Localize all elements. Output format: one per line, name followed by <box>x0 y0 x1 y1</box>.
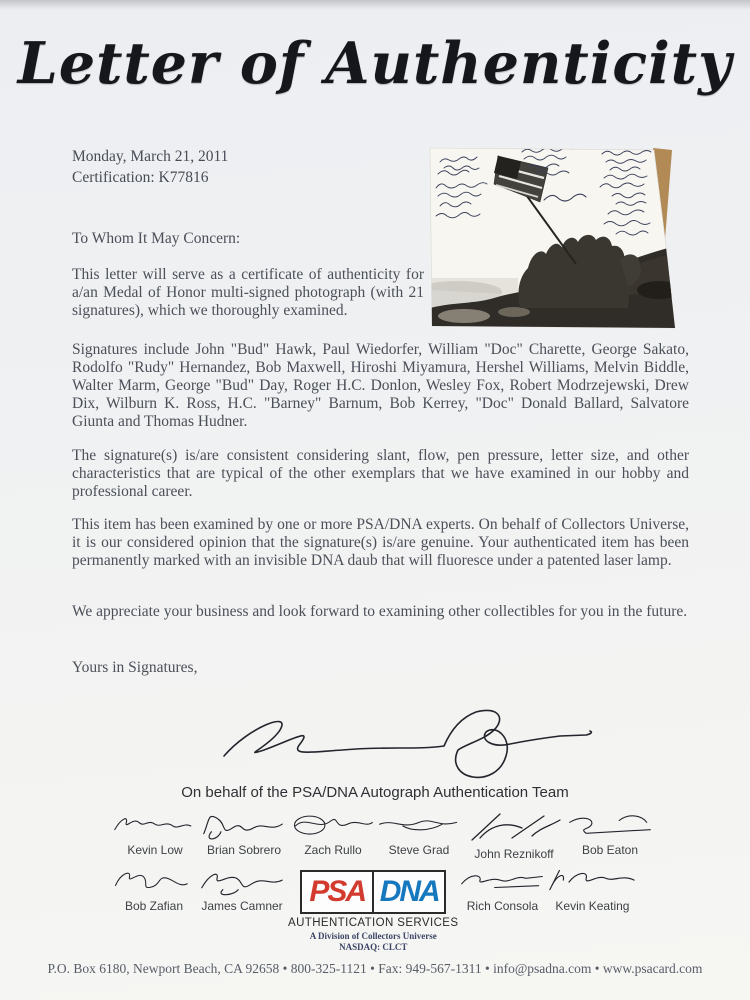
signature-graphic <box>196 866 288 898</box>
team-member-name: Kevin Low <box>127 843 183 857</box>
authenticator-signature <box>200 698 600 791</box>
letter-date: Monday, March 21, 2011 <box>72 148 229 165</box>
signature-graphic <box>112 810 198 842</box>
team-member-name: Kevin Keating <box>555 899 630 913</box>
psa-dna-logo-block <box>288 870 458 952</box>
team-signature-item <box>112 810 198 861</box>
team-signature-item <box>290 810 376 861</box>
signature-graphic <box>458 866 546 898</box>
paragraph-consistency: The signature(s) is/are consistent considering slant, flow, pen pressure, letter size, and other characteristics that are typical of the other exemplars that we have examined in our hobby and professional career. <box>72 447 689 500</box>
team-member-name: Bob Zafian <box>124 899 184 913</box>
team-signature-item <box>196 866 288 913</box>
closing-line: Yours in Signatures, <box>72 659 198 676</box>
signature-graphic <box>198 810 290 842</box>
paragraph-intro: This letter will serve as a certificate of authenticity for a/an Medal of Honor multi-signed photograph (with 21 signatures), which we thoroughly examined. <box>72 266 424 319</box>
dna-logo-text: DNA <box>379 875 439 908</box>
psa-logo-text: PSA <box>309 875 366 908</box>
paragraph-examination: This item has been examined by one or more PSA/DNA experts. On behalf of Collectors Universe, it is our considered opinion that the signature(s) is/are genuine. Your authenticated item has been permanently marked with an invisible DNA daub that will fluoresce under a patented laser lamp. <box>72 516 689 569</box>
iwo-jima-photo-graphic <box>424 140 692 334</box>
team-member-name: Brian Sobrero <box>206 843 282 857</box>
footer-contact-line: P.O. Box 6180, Newport Beach, CA 92658 • 800-325-1121 • Fax: 949-567-1311 • info@psadna.com • www.psacard.com <box>47 961 703 976</box>
dna-logo-box <box>372 870 446 914</box>
team-signature-item <box>566 810 654 861</box>
paragraph-thanks: We appreciate your business and look forward to examining other collectibles for you in the future. <box>72 603 688 620</box>
signature-graphic <box>112 866 196 898</box>
team-signatures-row-1 <box>112 810 639 861</box>
signature-graphic <box>376 810 462 842</box>
authentication-services-label: AUTHENTICATION SERVICES <box>288 917 459 929</box>
psa-logo-box <box>300 870 374 914</box>
signed-photo <box>424 140 692 334</box>
team-signature-item <box>198 810 290 861</box>
certification-number: Certification: K77816 <box>72 169 209 186</box>
team-signature-item <box>112 866 196 913</box>
team-signature-item <box>546 866 638 913</box>
salutation: To Whom It May Concern: <box>72 230 241 247</box>
team-signatures-row-2 <box>112 866 630 952</box>
signature-graphic <box>546 866 638 898</box>
team-member-name: Zach Rullo <box>304 843 362 857</box>
team-member-name: James Camner <box>201 899 283 913</box>
nasdaq-label: NASDAQ: CLCT <box>339 942 408 952</box>
team-member-name: Rich Consola <box>466 899 539 913</box>
team-member-name: Bob Eaton <box>581 843 639 857</box>
team-member-name: John Reznikoff <box>474 847 554 861</box>
paragraph-signatures-list: Signatures include John "Bud" Hawk, Paul Wiedorfer, William "Doc" Charette, George Sakato, Rodolfo "Rudy" Hernandez, Bob Maxwell, Hiroshi Miyamura, Hershel Williams, Melvin Biddle, Walter Marm, George "Bud" Day, Roger H.C. Donlon, Wesley Fox, Robert Modrzejewski, Drew Dix, Wilburn K. Ross, H.C. "Barney" Barnum, Bob Kerrey, "Doc" Donald Ballard, Salvatore Giunta and Thomas Hudner. <box>72 341 689 430</box>
signature-graphic <box>290 810 376 842</box>
team-member-name: Steve Grad <box>388 843 450 857</box>
signature-graphic <box>566 810 654 842</box>
team-signature-item <box>462 810 566 861</box>
team-signature-item <box>458 866 546 913</box>
date-certification-block <box>72 146 228 188</box>
collectors-universe-label: A Division of Collectors Universe <box>309 931 437 941</box>
signature-graphic <box>462 810 566 846</box>
team-signature-item <box>376 810 462 861</box>
team-caption: On behalf of the PSA/DNA Autograph Authentication Team <box>181 784 569 801</box>
page-title: Letter of Authenticity <box>17 30 733 97</box>
psa-dna-logo <box>300 870 446 914</box>
